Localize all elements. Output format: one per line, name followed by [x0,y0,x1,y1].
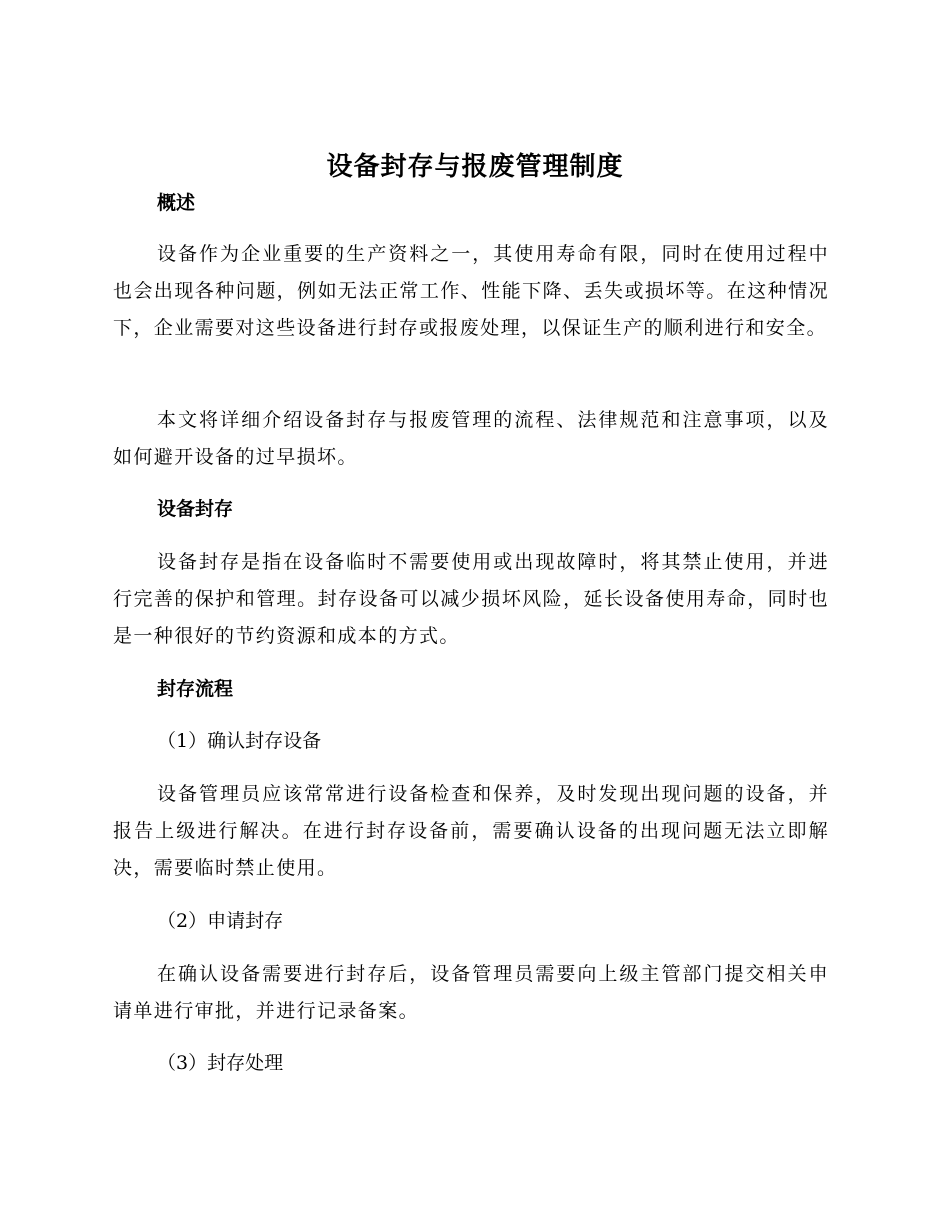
sealing-heading: 设备封存 [157,498,234,520]
step-1-title: （1）确认封存设备 [157,730,322,752]
step-3-title: （3）封存处理 [157,1052,284,1074]
overview-paragraph-2: 本文将详细介绍设备封存与报废管理的流程、法律规范和注意事项，以及如何避开设备的过早损坏。 [113,409,829,468]
document-title: 设备封存与报废管理制度 [326,152,624,182]
overview-paragraph-1: 设备作为企业重要的生产资料之一，其使用寿命有限，同时在使用过程中也会出现各种问题，例如无法正常工作、性能下降、丢失或损坏等。在这种情况下，企业需要对这些设备进行封存或报废处理，以保证生产的顺利进行和安全。 [113,243,829,339]
step-2-title: （2）申请封存 [157,910,284,932]
process-heading: 封存流程 [157,678,234,700]
overview-heading: 概述 [157,192,196,214]
step-1-paragraph: 设备管理员应该常常进行设备检查和保养，及时发现出现问题的设备，并报告上级进行解决。在进行封存设备前，需要确认设备的出现问题无法立即解决，需要临时禁止使用。 [113,783,829,879]
sealing-paragraph-1: 设备封存是指在设备临时不需要使用或出现故障时，将其禁止使用，并进行完善的保护和管理。封存设备可以减少损坏风险，延长设备使用寿命，同时也是一种很好的节约资源和成本的方式。 [113,551,829,647]
step-2-paragraph: 在确认设备需要进行封存后，设备管理员需要向上级主管部门提交相关申请单进行审批，并进行记录备案。 [113,963,829,1022]
